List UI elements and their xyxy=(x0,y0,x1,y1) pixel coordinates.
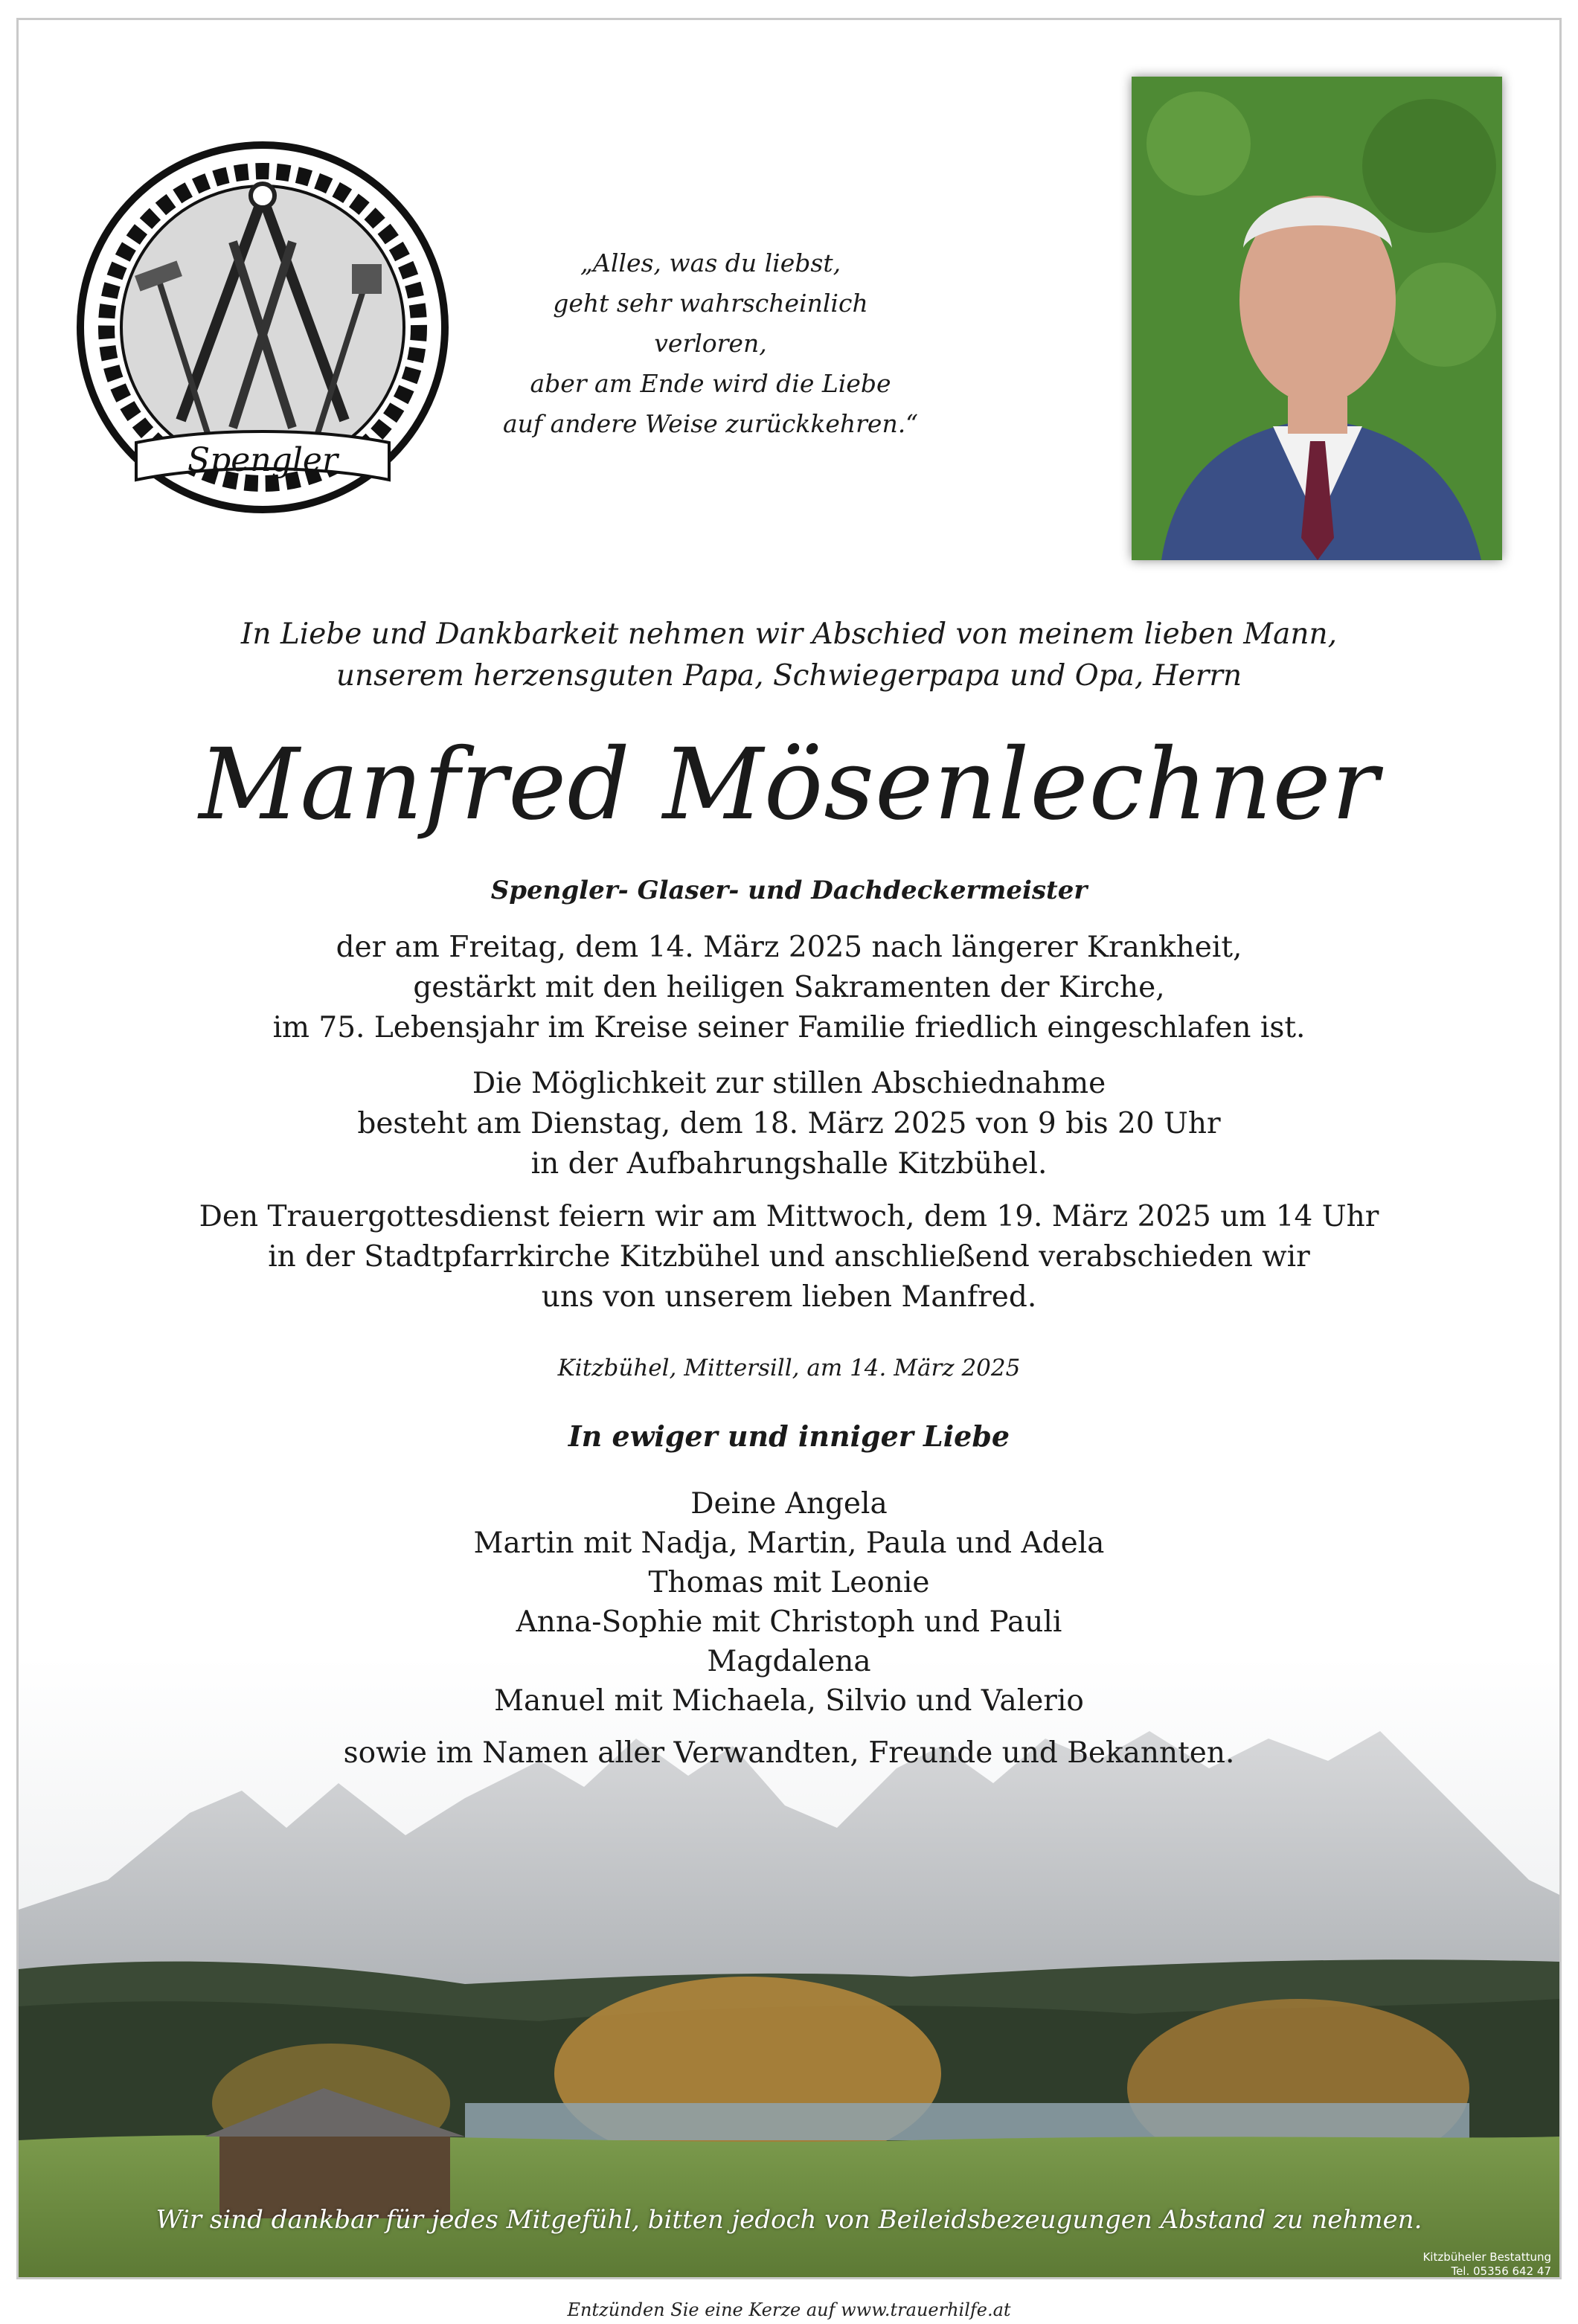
service-info xyxy=(19,1197,1559,1317)
death-notice xyxy=(19,928,1559,1048)
deceased-profession: Spengler- Glaser- und Dachdeckermeister xyxy=(490,876,1088,905)
family-member: Manuel mit Michaela, Silvio und Valerio xyxy=(494,1684,1084,1718)
service-line: Den Trauergottesdienst feiern wir am Mittwoch, dem 19. März 2025 um 14 Uhr xyxy=(199,1200,1379,1233)
thanks-line: Wir sind dankbar für jedes Mitgefühl, bitten jedoch von Beileidsbezeugungen Abstand zu nehmen. xyxy=(155,2205,1423,2235)
family-member: Magdalena xyxy=(707,1645,871,1678)
viewing-line: Die Möglichkeit zur stillen Abschiednahme xyxy=(472,1067,1106,1100)
portrait-image xyxy=(1132,77,1502,560)
spengler-guild-emblem xyxy=(77,130,449,524)
family-list xyxy=(19,1484,1559,1721)
portrait-photo xyxy=(1132,77,1502,560)
death-notice-line: im 75. Lebensjahr im Kreise seiner Familie friedlich eingeschlafen ist. xyxy=(272,1011,1306,1044)
quote-line: aber am Ende wird die Liebe xyxy=(530,369,891,398)
intro-line: unserem herzensguten Papa, Schwiegerpapa und Opa, Herrn xyxy=(336,659,1242,693)
viewing-line: in der Aufbahrungshalle Kitzbühel. xyxy=(530,1147,1048,1181)
love-line: In ewiger und inniger Liebe xyxy=(568,1419,1010,1453)
service-line: uns von unserem lieben Manfred. xyxy=(541,1280,1037,1314)
quote xyxy=(495,243,926,444)
deceased-name: Manfred Mösenlechner xyxy=(199,728,1379,842)
footer-candle-link[interactable]: Entzünden Sie eine Kerze auf www.trauerhilfe.at xyxy=(567,2299,1011,2320)
intro-text xyxy=(19,614,1559,697)
family-member: Thomas mit Leonie xyxy=(648,1566,930,1599)
quote-line: auf andere Weise zurückkehren.“ xyxy=(502,409,919,438)
viewing-info xyxy=(19,1064,1559,1184)
viewing-line: besteht am Dienstag, dem 18. März 2025 von 9 bis 20 Uhr xyxy=(357,1107,1221,1140)
death-notice-line: der am Freitag, dem 14. März 2025 nach längerer Krankheit, xyxy=(336,931,1242,964)
funeral-home-phone: Tel. 05356 642 47 xyxy=(1451,2264,1551,2278)
place-date: Kitzbühel, Mittersill, am 14. März 2025 xyxy=(557,1355,1021,1381)
funeral-home-name: Kitzbüheler Bestattung xyxy=(1423,2250,1551,2264)
death-notice-line: gestärkt mit den heiligen Sakramenten der Kirche, xyxy=(413,971,1165,1004)
obituary-notice xyxy=(16,18,1562,2279)
funeral-home xyxy=(1417,2250,1551,2279)
intro-line: In Liebe und Dankbarkeit nehmen wir Abschied von meinem lieben Mann, xyxy=(240,617,1338,651)
quote-line: geht sehr wahrscheinlich verloren, xyxy=(553,289,868,358)
family-member: Anna-Sophie mit Christoph und Pauli xyxy=(516,1605,1062,1639)
family-member: Deine Angela xyxy=(690,1487,888,1521)
family-member: Martin mit Nadja, Martin, Paula und Adela xyxy=(473,1527,1105,1560)
emblem-banner-text: Spengler xyxy=(187,441,338,479)
quote-line: „Alles, was du liebst, xyxy=(580,248,841,277)
closing-line: sowie im Namen aller Verwandten, Freunde und Bekannten. xyxy=(343,1736,1235,1770)
service-line: in der Stadtpfarrkirche Kitzbühel und anschließend verabschieden wir xyxy=(268,1240,1310,1274)
